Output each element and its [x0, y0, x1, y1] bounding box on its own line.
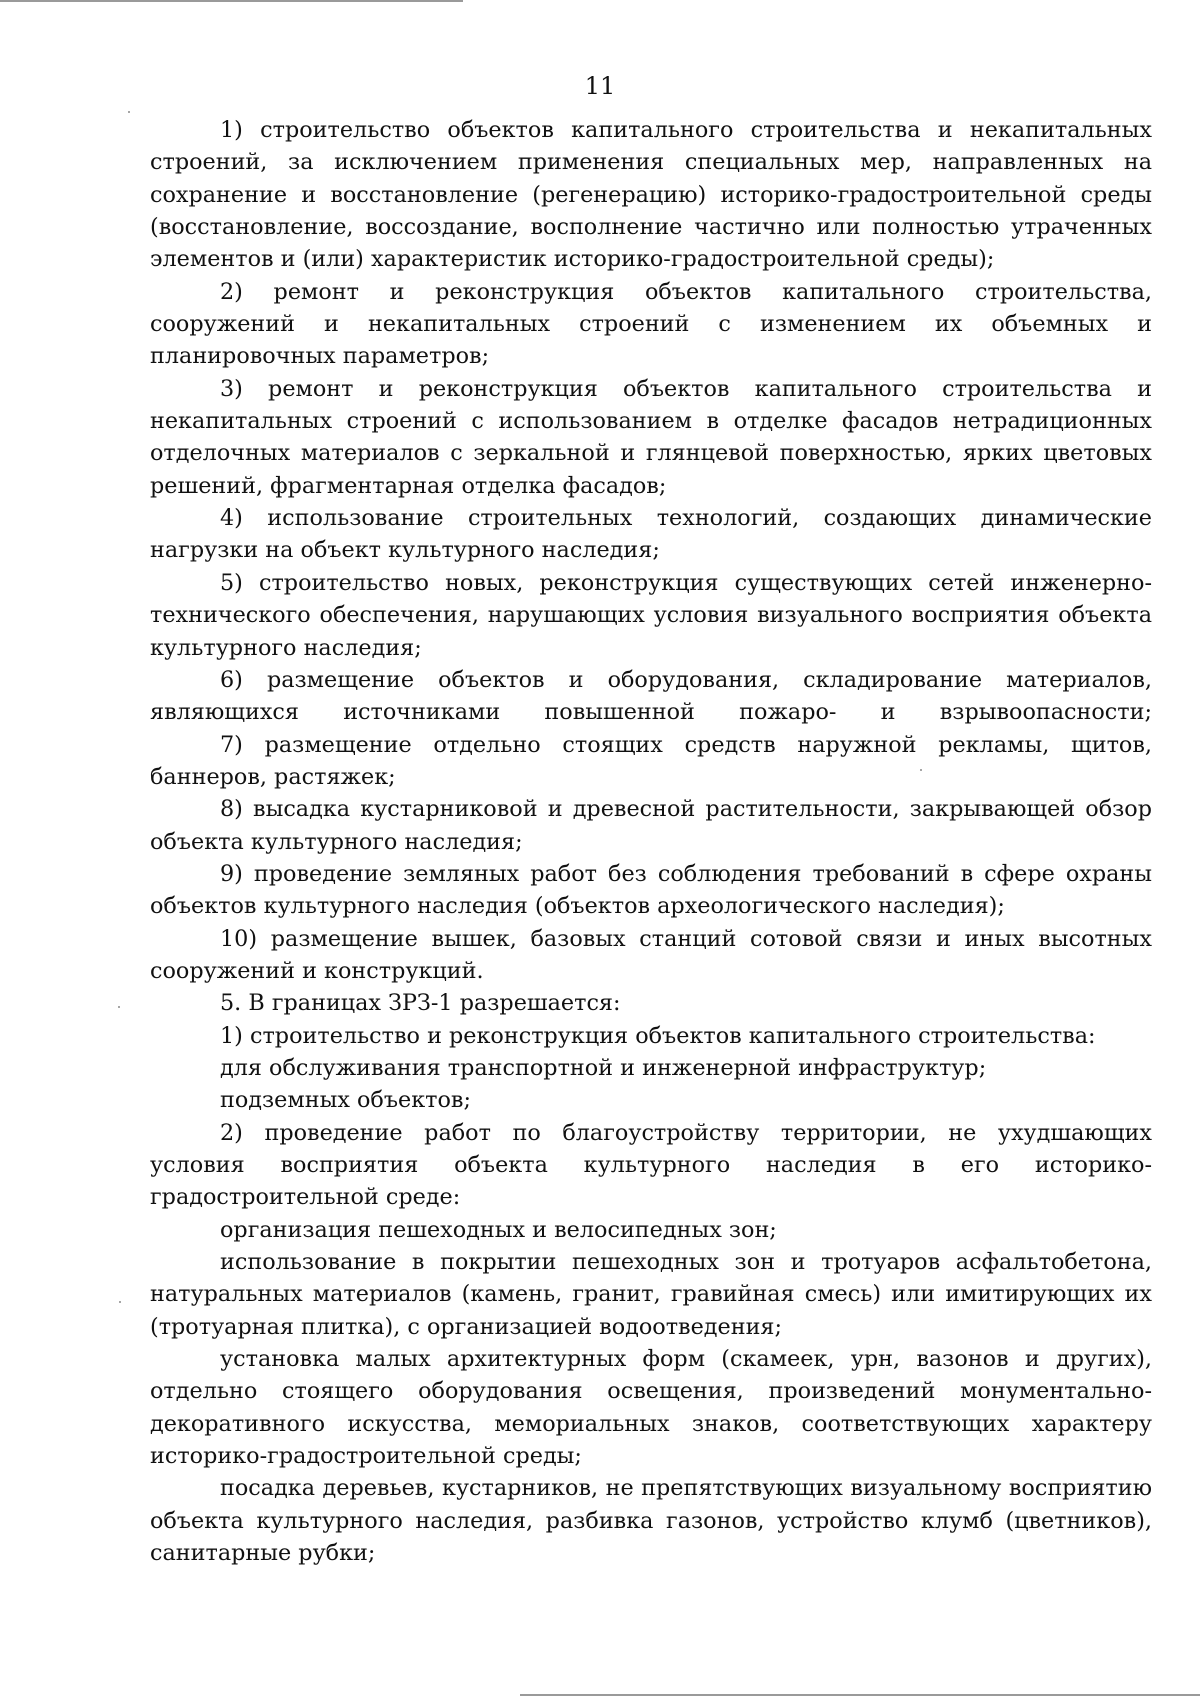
paragraph-allowed-2-d: посадка деревьев, кустарников, не препятствующих визуальному восприятию объекта культурного наследия, разбивка газонов, устройство клумб (цветников), санитарные рубки; [150, 1475, 1152, 1567]
paragraph-prohibited-9: 9) проведение земляных работ без соблюдения требований в сфере охраны объектов культурного наследия (объектов археологического наследия); [150, 860, 1152, 920]
paragraph-allowed-2-a: организация пешеходных и велосипедных зон; [220, 1216, 777, 1243]
paragraph-prohibited-5: 5) строительство новых, реконструкция существующих сетей инженерно-технического обеспечения, нарушающих условия визуального восприятия объекта культурного наследия; [150, 569, 1152, 661]
paragraph-prohibited-7: 7) размещение отдельно стоящих средств наружной рекламы, щитов, баннеров, растяжек; [150, 731, 1152, 790]
paragraph-prohibited-10: 10) размещение вышек, базовых станций сотовой связи и иных высотных сооружений и конструкций. [150, 925, 1152, 984]
scan-edge-top [0, 0, 463, 2]
scan-speck [119, 1301, 121, 1303]
paragraph-prohibited-6: 6) размещение объектов и оборудования, складирование материалов, являющихся источниками повышенной пожаро- и взрывоопасности; [150, 666, 1152, 726]
paragraph-allowed-1-a: для обслуживания транспортной и инженерной инфраструктур; [220, 1054, 987, 1081]
paragraph-prohibited-1: 1) строительство объектов капитального строительства и некапитальных строений, за исключением применения специальных мер, направленных на сохранение и восстановление (регенерацию) историко-градостроительной среды (восстановление, воссоздание, восполнение частично или полностью утраченных элементов и (или) характеристик историко-градостроительной среды); [150, 117, 1152, 273]
scan-edge-bottom [520, 1694, 1200, 1696]
scan-speck [118, 1006, 120, 1008]
paragraph-allowed-2: 2) проведение работ по благоустройству территории, не ухудшающих условия восприятия объекта культурного наследия в его историко-градостроительной среде: [150, 1119, 1152, 1211]
paragraph-allowed-2-b: использование в покрытии пешеходных зон и тротуаров асфальтобетона, натуральных материалов (камень, гранит, гравийная смесь) или имитирующих их (тротуарная плитка), с организацией водоотведения; [150, 1249, 1152, 1340]
paragraph-prohibited-2: 2) ремонт и реконструкция объектов капитального строительства, сооружений и некапитальных строений с изменением их объемных и планировочных параметров; [150, 278, 1152, 370]
paragraph-allowed-1: 1) строительство и реконструкция объектов капитального строительства: [220, 1022, 1096, 1049]
paragraph-prohibited-3: 3) ремонт и реконструкция объектов капитального строительства и некапитальных строений с использованием в отделке фасадов нетрадиционных отделочных материалов с зеркальной и глянцевой поверхностью, ярких цветовых решений, фрагментарная отделка фасадов; [150, 375, 1152, 499]
scan-speck [920, 769, 922, 771]
paragraph-prohibited-8: 8) высадка кустарниковой и древесной растительности, закрывающей обзор объекта культурного наследия; [150, 796, 1152, 855]
paragraph-allowed-1-b: подземных объектов; [220, 1087, 471, 1114]
scan-speck [128, 111, 130, 113]
section-heading-allowed: 5. В границах ЗРЗ-1 разрешается: [220, 990, 621, 1017]
paragraph-prohibited-4: 4) использование строительных технологий, создающих динамические нагрузки на объект культурного наследия; [150, 505, 1152, 564]
paragraph-allowed-2-c: установка малых архитектурных форм (скамеек, урн, вазонов и других), отдельно стоящего оборудования освещения, произведений монументально-декоративного искусства, мемориальных знаков, соответствующих характеру историко-градостроительной среды; [150, 1346, 1152, 1470]
page-number: 11 [584, 72, 616, 100]
document-body [150, 114, 1152, 1569]
